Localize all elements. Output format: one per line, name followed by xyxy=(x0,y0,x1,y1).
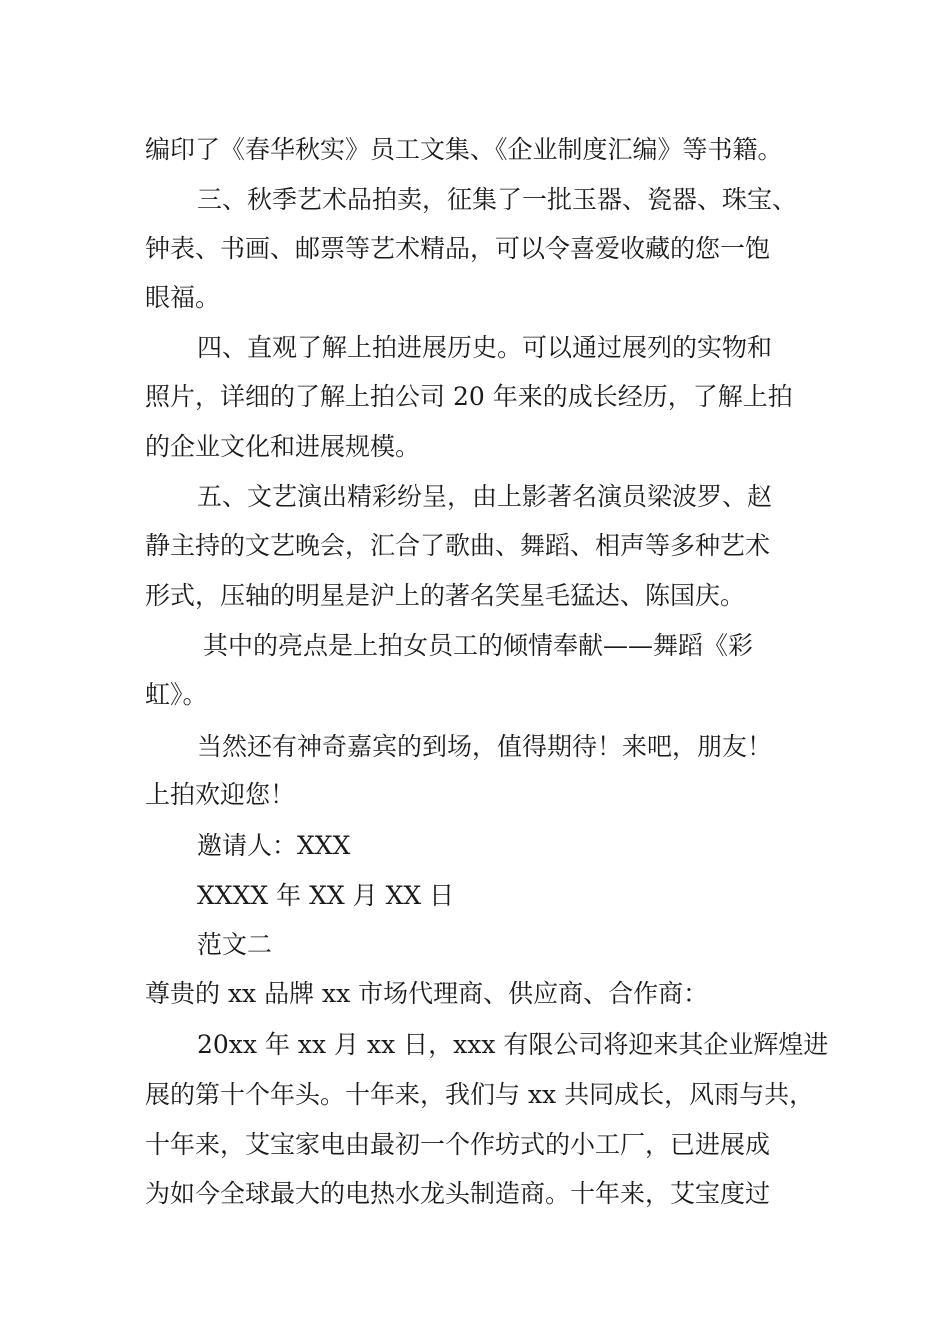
text-line: 三、秋季艺术品拍卖，征集了一批玉器、瓷器、珠宝、 xyxy=(197,185,798,214)
text-line: 钟表、书画、邮票等艺术精品，可以令喜爱收藏的您一饱 xyxy=(145,234,771,263)
text-line: 尊贵的 xx 品牌 xx 市场代理商、供应商、合作商： xyxy=(145,979,709,1008)
text-line: 范文二 xyxy=(197,930,273,959)
text-line: 的企业文化和进展规模。 xyxy=(145,432,421,461)
text-line: 为如今全球最大的电热水龙头制造商。十年来，艾宝度过 xyxy=(145,1179,771,1208)
text-line: 照片，详细的了解上拍公司 20 年来的成长经历，了解上拍 xyxy=(145,382,793,411)
text-line: 当然还有神奇嘉宾的到场，值得期待！来吧，朋友！ xyxy=(197,732,773,761)
text-line: 展的第十个年头。十年来，我们与 xx 共同成长，风雨与共， xyxy=(145,1080,815,1109)
text-line: XXXX 年 XX 月 XX 日 xyxy=(197,881,455,910)
text-line: 虹》。 xyxy=(145,680,208,709)
text-line: 其中的亮点是上拍女员工的倾情奉献——舞蹈《彩 xyxy=(203,631,754,660)
text-line: 静主持的文艺晚会，汇合了歌曲、舞蹈、相声等多种艺术 xyxy=(145,531,771,560)
text-line: 编印了《春华秋实》员工文集、《企业制度汇编》等书籍。 xyxy=(145,135,783,164)
text-line: 邀请人：XXX xyxy=(197,831,351,860)
text-line: 十年来，艾宝家电由最初一个作坊式的小工厂，已进展成 xyxy=(145,1130,771,1159)
text-line: 上拍欢迎您！ xyxy=(145,780,296,809)
text-line: 形式，压轴的明星是沪上的著名笑星毛猛达、陈国庆。 xyxy=(145,581,746,610)
text-line: 20xx 年 xx 月 xx 日，xxx 有限公司将迎来其企业辉煌进 xyxy=(197,1030,829,1059)
text-line: 五、文艺演出精彩纷呈，由上影著名演员梁波罗、赵 xyxy=(197,482,773,511)
text-line: 四、直观了解上拍进展历史。可以通过展列的实物和 xyxy=(197,333,773,362)
text-line: 眼福。 xyxy=(145,283,221,312)
